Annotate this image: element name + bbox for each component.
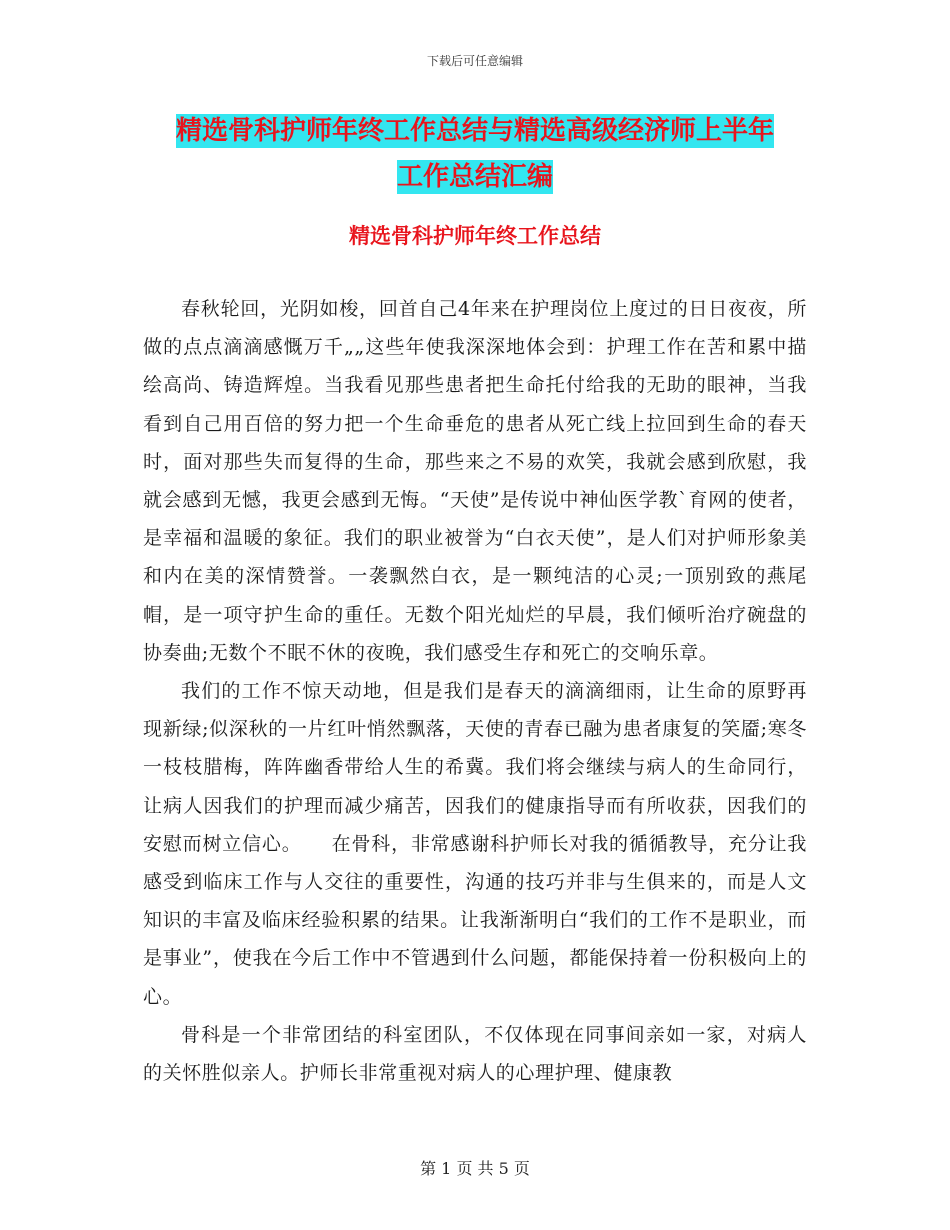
- paragraph: 春秋轮回，光阴如梭，回首自己4年来在护理岗位上度过的日日夜夜，所做的点点滴滴感慨万千„„这些年使我深深地体会到：护理工作在苦和累中描绘高尚、铸造辉煌。当我看见那些患者把生命托付给我的无助的眼神，当我看到自己用百倍的努力把一个生命垂危的患者从死亡线上拉回到生命的春天时，面对那些失而复得的生命，那些来之不易的欢笑，我就会感到欣慰，我就会感到无憾，我更会感到无悔。“天使”是传说中神仙医学教`育网的使者，是幸福和温暖的象征。我们的职业被誉为“白衣天使”，是人们对护师形象美和内在美的深情赞誉。一袭飘然白衣，是一颗纯洁的心灵;一顶别致的燕尾帽，是一项守护生命的重任。无数个阳光灿烂的早晨，我们倾听治疗碗盘的协奏曲;无数个不眠不休的夜晚，我们感受生存和死亡的交响乐章。: [143, 298, 807, 664]
- page-footer: 第 1 页 共 5 页: [420, 1159, 530, 1178]
- body-text: [143, 290, 807, 1092]
- section-title: 精选骨科护师年终工作总结: [349, 224, 601, 248]
- title-line-1: 精选骨科护师年终工作总结与精选高级经济师上半年: [175, 116, 774, 146]
- document-title: [0, 108, 950, 200]
- header-note: 下载后可任意编辑: [426, 54, 523, 68]
- paragraph: 我们的工作不惊天动地，但是我们是春天的滴滴细雨，让生命的原野再现新绿;似深秋的一片红叶悄然飘落，天使的青春已融为患者康复的笑靥;寒冬一枝枝腊梅，阵阵幽香带给人生的希冀。我们将会继续与病人的生命同行，让病人因我们的护理而减少痛苦，因我们的健康指导而有所收获，因我们的安慰而树立信心。 在骨科，非常感谢科护师长对我的循循教导，充分让我感受到临床工作与人交往的重要性，沟通的技巧并非与生俱来的，而是人文知识的丰富及临床经验积累的结果。让我渐渐明白“我们的工作不是职业，而是事业”，使我在今后工作中不管遇到什么问题，都能保持着一份积极向上的心。: [143, 680, 807, 1008]
- title-line-2: 工作总结汇编: [396, 162, 553, 192]
- paragraph: 骨科是一个非常团结的科室团队，不仅体现在同事间亲如一家，对病人的关怀胜似亲人。护师长非常重视对病人的心理护理、健康教: [143, 1023, 807, 1085]
